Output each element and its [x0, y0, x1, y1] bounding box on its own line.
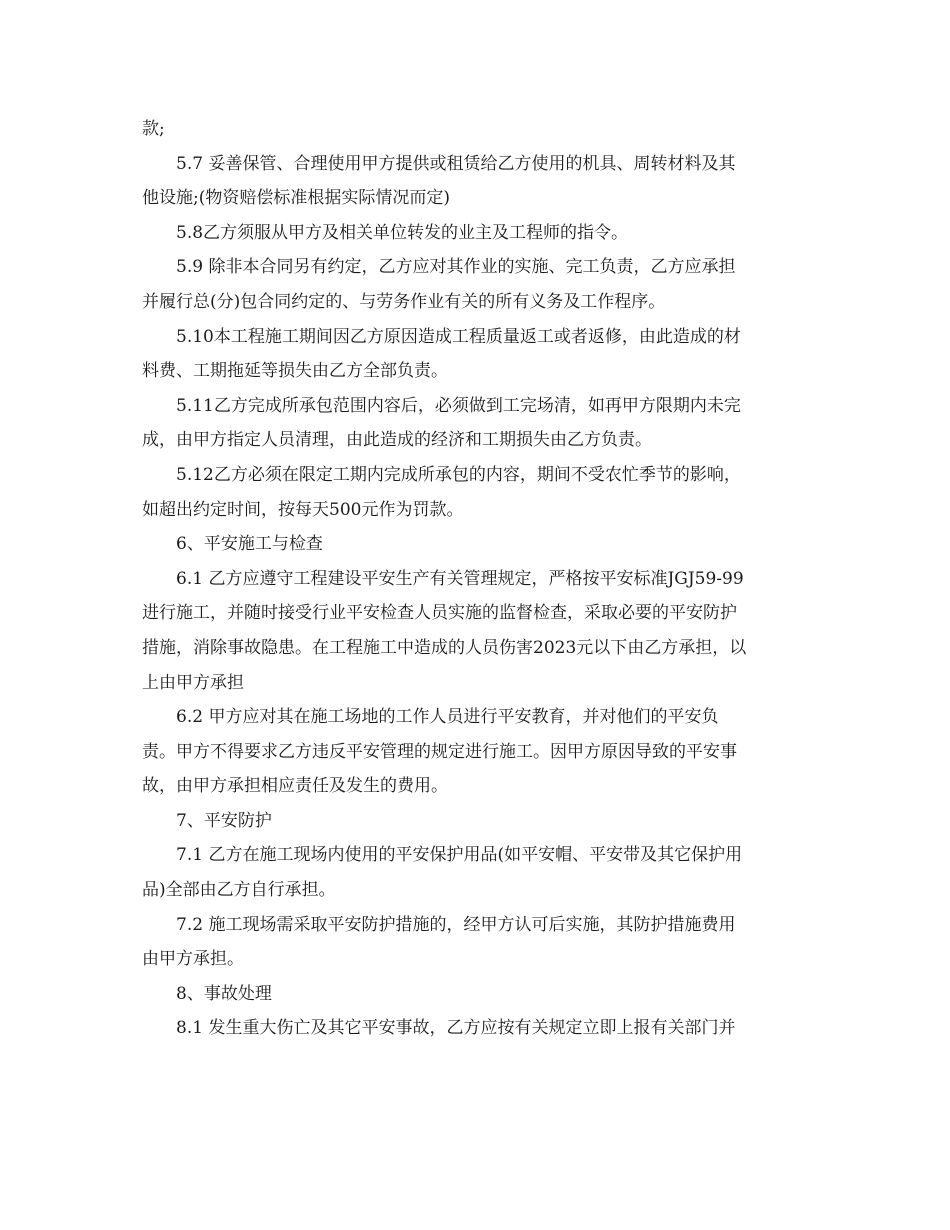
paragraph-p1	[142, 147, 812, 216]
paragraph-p7	[142, 527, 812, 562]
text-line: 责。甲方不得要求乙方违反平安管理的规定进行施工。因甲方原因导致的平安事	[142, 741, 737, 762]
text-line: 并履行总(分)包合同约定的、与劳务作业有关的所有义务及工作程序。	[142, 291, 666, 312]
text-line: 上由甲方承担	[142, 672, 244, 693]
text-line: 5.8乙方须服从甲方及相关单位转发的业主及工程师的指令。	[176, 222, 629, 243]
text-line: 8、事故处理	[176, 983, 272, 1004]
text-line: 如超出约定时间，按每天500元作为罚款。	[142, 499, 464, 520]
text-line: 料费、工期拖延等损失由乙方全部负责。	[142, 361, 448, 382]
text-line: 5.9 除非本合同另有约定，乙方应对其作业的实施、完工负责，乙方应承担	[176, 257, 736, 278]
text-line: 进行施工，并随时接受行业平安检查人员实施的监督检查，采取必要的平安防护	[142, 603, 737, 624]
paragraph-p6	[142, 458, 812, 527]
text-line: 措施，消除事故隐患。在工程施工中造成的人员伤害2023元以下由乙方承担，以	[142, 637, 747, 658]
text-line: 5.10本工程施工期间因乙方原因造成工程质量返工或者返修，由此造成的材	[176, 326, 741, 347]
text-line: 6、平安施工与检查	[176, 534, 323, 555]
paragraph-p3	[142, 250, 812, 319]
paragraph-p10	[142, 804, 812, 839]
text-line: 5.7 妥善保管、合理使用甲方提供或租赁给乙方使用的机具、周转材料及其	[176, 153, 736, 174]
text-line: 5.11乙方完成所承包范围内容后，必须做到工完场清，如再甲方限期内未完	[176, 395, 741, 416]
paragraph-p14	[142, 1011, 812, 1046]
paragraph-p5	[142, 389, 812, 458]
text-line: 他设施;(物资赔偿标准根据实际情况而定)	[142, 188, 450, 209]
paragraph-p8	[142, 562, 812, 700]
text-line: 6.1 乙方应遵守工程建设平安生产有关管理规定，严格按平安标准JGJ59-99	[176, 568, 744, 589]
text-line: 品)全部由乙方自行承担。	[142, 880, 336, 901]
text-line: 故，由甲方承担相应责任及发生的费用。	[142, 776, 448, 797]
paragraph-p11	[142, 838, 812, 907]
text-line: 7.2 施工现场需采取平安防护措施的，经甲方认可后实施，其防护措施费用	[176, 914, 736, 935]
text-line: 8.1 发生重大伤亡及其它平安事故，乙方应按有关规定立即上报有关部门并	[176, 1018, 736, 1039]
text-line: 7.1 乙方在施工现场内使用的平安保护用品(如平安帽、平安带及其它保护用	[176, 845, 743, 866]
paragraph-p12	[142, 908, 812, 977]
paragraph-p0	[142, 112, 812, 147]
text-line: 5.12乙方必须在限定工期内完成所承包的内容，期间不受农忙季节的影响，	[176, 464, 741, 485]
document-page	[142, 112, 812, 1046]
text-line: 款;	[142, 119, 165, 139]
paragraph-p13	[142, 977, 812, 1012]
paragraph-p4	[142, 320, 812, 389]
text-line: 由甲方承担。	[142, 949, 244, 970]
text-line: 成，由甲方指定人员清理，由此造成的经济和工期损失由乙方负责。	[142, 430, 652, 451]
text-line: 6.2 甲方应对其在施工场地的工作人员进行平安教育，并对他们的平安负	[176, 707, 719, 728]
text-line: 7、平安防护	[176, 810, 272, 831]
paragraph-p9	[142, 700, 812, 804]
paragraph-p2	[142, 216, 812, 251]
